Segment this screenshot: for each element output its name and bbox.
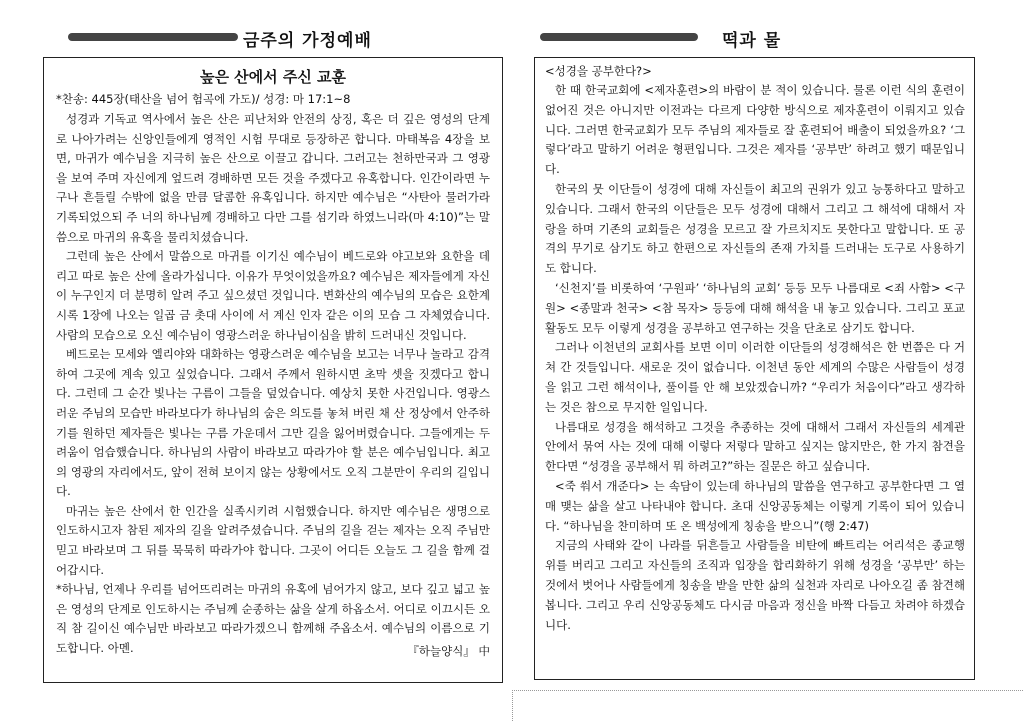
paragraph: 성경과 기독교 역사에서 높은 산은 피난처와 안전의 상징, 혹은 더 깊은 영성의 단계로 나아가려는 신앙인들에게 영적인 시험 무대로 등장하곤 합니다. 마태복음 4장을 보면, 마귀가 예수님을 지극히 높은 산으로 이끌고 갑니다. 그러고는 천하만국과 그 영광을 보여 주며 자신에게 엎드려 경배하면 모든 것을 주겠다고 유혹합니다. 인간이라면 누구나 흔들릴 수밖에 없을 만큼 달콤한 유혹입니다. 하지만 예수님은 “사탄아 물러가라 기록되었으되 주 너의 하나님께 경배하고 다만 그를 섬기라 하였느니라(마 4:10)”는 말씀으로 마귀의 유혹을 물리치셨습니다.	[56, 112, 490, 244]
paragraph: ‘신천지’를 비롯하여 ‘구원파’ ‘하나님의 교회’ 등등 모두 나름대로 <죄 사함> <구원> <종말과 천국> <참 목자> 등등에 대해 해석을 내 놓고 있습니다. 그리고 포교 활동도 모두 이렇게 성경을 공부하고 연구하는 것을 단초로 삼기도 합니다.	[545, 280, 965, 335]
paragraph: 한국의 뭇 이단들이 성경에 대해 자신들이 최고의 권위가 있고 능통하다고 말하고 있습니다. 그래서 한국의 이단들은 모두 성경에 대해서 그리고 그 해석에 대해서 자랑을 하며 기존의 교회들은 성경을 모르고 잘 가르치지도 못한다고 말합니다. 또 공격의 무기로 삼기도 하고 한편으로 자신들의 존재 가치를 드러내는 도구로 사용하기도 합니다.	[545, 181, 965, 276]
paragraph: 한 때 한국교회에 <제자훈련>의 바람이 분 적이 있습니다. 물론 이런 식의 훈련이 없어진 것은 아니지만 이전과는 다르게 다양한 방식으로 제자훈련이 이뤄지고 있습니다. 그러면 한국교회가 모두 주님의 제자들로 잘 훈련되어 배출이 되었을까요? ‘그렇다’라고 말하기 어려운 형편입니다. 그것은 제자를 ‘공부만’ 하려고 했기 때문입니다.	[545, 83, 965, 177]
paragraph: <죽 쒀서 개준다> 는 속담이 있는데 하나님의 말씀을 연구하고 공부한다면 그 열매 맺는 삶을 살고 나타내야 합니다. 초대 신앙공동체는 이렇게 기록이 되어 있습니다. “하나님을 찬미하며 또 온 백성에게 칭송을 받으니”(행 2:47)	[545, 478, 965, 533]
prayer-block	[56, 580, 490, 658]
paragraph: 마귀는 높은 산에서 한 인간을 실족시키려 시험했습니다. 하지만 예수님은 생명으로 인도하시고자 참된 제자의 길을 알려주셨습니다. 주님의 길을 걷는 제자는 오직 주님만 믿고 바라보며 그 뒤를 묵묵히 따라가야 합니다. 그곳이 어디든 오늘도 그 길을 함께 걸어갑시다.	[56, 503, 490, 577]
hymn-scripture-line: *찬송: 445장(태산을 넘어 험곡에 가도)/ 성경: 마 17:1~8	[56, 92, 351, 106]
paragraph: 지금의 사태와 같이 나라를 뒤흔들고 사람들을 비탄에 빠트리는 어리석은 종교행위를 버리고 그리고 자신들의 조직과 입장을 합리화하기 위해 성경을 ‘공부만’ 하는 것에서 벗어나 사람들에게 칭송을 받을 만한 삶의 실천과 자리로 나아오길 좀 참견해 봅니다. 그리고 우리 신앙공동체도 다시금 마음과 정신을 바짝 다듬고 차려야 하겠습니다.	[545, 538, 965, 632]
bread-water-article-box	[534, 57, 975, 680]
header-bar	[540, 33, 698, 41]
left-header-title: 금주의 가정예배	[243, 31, 372, 51]
worship-article-box	[43, 57, 503, 683]
paragraph: 나름대로 성경을 해석하고 그것을 추종하는 것에 대해서 그래서 자신들의 세계관 안에서 묶여 사는 것에 대해 이렇다 저렇다 말하고 싶지는 않지만은, 한 가지 참견을 한다면 “성경을 공부해서 뭐 하려고?”하는 질문은 하고 싶습니다.	[545, 419, 965, 474]
article-body	[545, 81, 965, 635]
header-bar	[68, 33, 238, 41]
paragraph: 그런데 높은 산에서 말씀으로 마귀를 이기신 예수님이 베드로와 야고보와 요한을 데리고 따로 높은 산에 올라가십니다. 이유가 무엇이었을까요? 예수님은 제자들에게 자신이 누구인지 더 분명히 알려 주고 싶으셨던 것입니다. 변화산의 예수님의 모습은 요한계시록 1장에 나오는 일곱 금 촛대 사이에 서 계신 인자 같은 이의 모습 그 자체였습니다. 사람의 모습으로 오신 예수님이 영광스러운 하나님이심을 밝히 드러내신 것입니다.	[56, 249, 490, 342]
left-column-header	[68, 24, 508, 52]
article-title: 높은 산에서 주신 교훈	[199, 68, 347, 86]
page-edge-guide	[512, 690, 1024, 721]
article-subhead: <성경을 공부한다?>	[545, 64, 652, 78]
right-column-header	[540, 24, 1000, 52]
source-citation: 『하늘양식』 中	[407, 643, 490, 658]
paragraph: 그러나 이천년의 교회사를 보면 이미 이러한 이단들의 성경해석은 한 번쯤은 다 거쳐 간 것들입니다. 새로운 것이 없습니다. 이천년 동안 세계의 수많은 사람들이 성경을 읽고 그런 해석이나, 풀이를 안 해 보았겠습니까? “우리가 처음이다”라고 생각하는 것은 참으로 무지한 일입니다.	[545, 340, 965, 414]
right-header-title: 떡과 물	[722, 31, 782, 51]
article-body	[56, 110, 490, 659]
paragraph: 베드로는 모세와 엘리야와 대화하는 영광스러운 예수님을 보고는 너무나 놀라고 감격하여 그곳에 계속 있고 싶었습니다. 그래서 주께서 원하시면 초막 셋을 짓겠다고 합니다. 그런데 그 순간 빛나는 구름이 그들을 덮었습니다. 예상치 못한 사건입니다. 영광스러운 주님의 모습만 바라보다가 하나님의 숨은 의도를 놓쳐 버린 채 산 정상에서 안주하기를 원하던 제자들은 빛나는 구름 가운데서 그만 길을 잃어버렸습니다. 그들에게는 두려움이 엄습했습니다. 하나님의 사람이 바라보고 따라가야 할 분은 예수님입니다. 최고의 영광의 자리에서도, 앞이 전혀 보이지 않는 상황에서도 오직 그분만이 우리의 길입니다.	[56, 347, 490, 499]
prayer-text: *하나님, 언제나 우리를 넘어뜨리려는 마귀의 유혹에 넘어가지 않고, 보다 깊고 넓고 높은 영성의 단계로 인도하시는 주님께 순종하는 삶을 살게 하옵소서. 어디로 이끄시든 오직 참 길이신 예수님만 바라보고 따라가겠으니 함께해 주옵소서. 예수님의 이름으로 기도합니다. 아멘.	[56, 582, 490, 656]
